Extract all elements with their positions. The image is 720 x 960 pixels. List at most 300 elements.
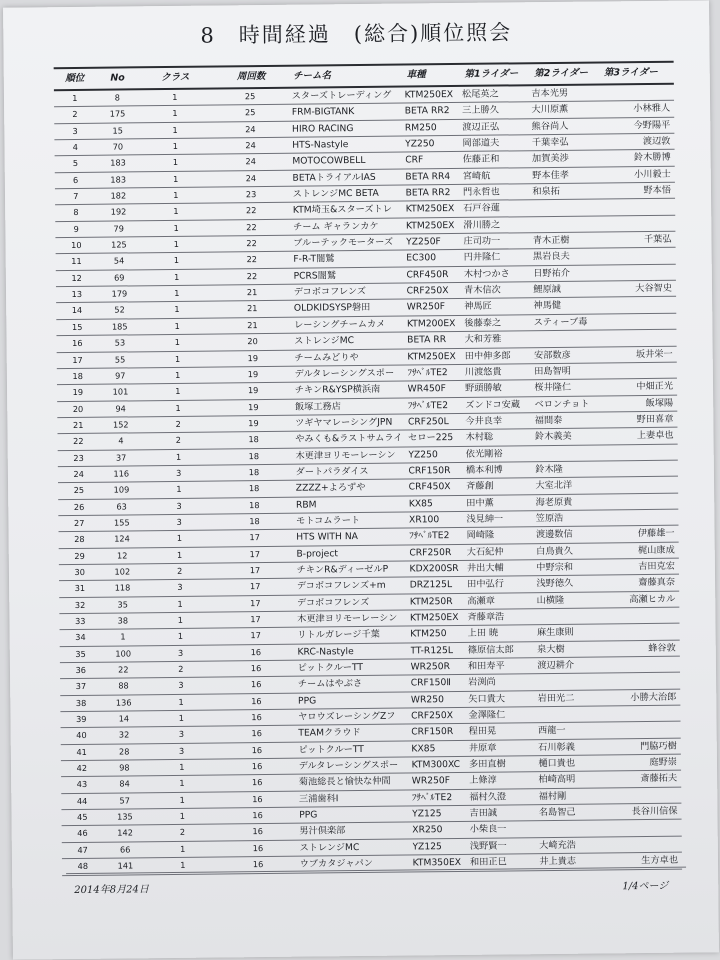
cell-rank: 37 [75,681,87,692]
cell-rider3: 上妻卓也 [636,429,674,442]
cell-rank: 27 [73,517,85,528]
cell-class: 1 [176,484,182,495]
cell-car: XR100 [408,514,440,526]
cell-rank: 23 [73,452,84,463]
cell-rider2 [532,200,601,216]
cell-class: 1 [172,157,179,168]
cell-rider1: 上田 暁 [467,627,499,640]
cell-team: モトコムラート [296,514,361,527]
cell-team: B-project [296,547,339,560]
cell-team: ダートパラダイス [295,465,369,478]
cell-rider1: 斉藤創 [466,480,494,493]
cell-rider3: 渡辺敦 [642,135,671,148]
cell-team: ストレンジMC [299,841,360,854]
cell-rank: 14 [71,305,83,316]
cell-rider1: 田中伸多郎 [464,349,511,362]
cell-rider3 [603,330,676,346]
cell-no: 22 [118,664,129,675]
cell-rider2: 神馬健 [533,300,562,312]
cell-team: KTM埼玉&スターズトレ [292,204,392,217]
cell-no: 12 [116,550,128,561]
cell-class: 1 [176,549,183,560]
cell-rider2: 黒岩良夫 [532,251,570,263]
cell-rider2: 麻生康則 [536,627,574,639]
cell-rider1: 渡辺正弘 [462,121,500,133]
cell-rider3: 蜂谷敦 [648,642,676,654]
cell-rider1: 田中薫 [466,497,494,509]
cell-laps: 16 [252,793,263,804]
cell-car: YZ125 [412,808,442,820]
cell-rider3 [606,608,679,624]
header-rider2: 第2ライダー [534,67,589,80]
cell-car: KX85 [411,742,436,755]
cell-no: 98 [119,762,130,773]
cell-laps: 23 [245,189,257,200]
cell-rider3: 斎藤拓夫 [640,773,678,785]
cell-team: HTS-Nastyle [292,139,349,151]
cell-car: YZ250F [406,236,441,248]
cell-rider2: 大室北洋 [535,480,573,492]
cell-class: 1 [172,108,178,119]
cell-rider2: 野本佳孝 [532,169,569,181]
cell-laps: 19 [247,368,259,380]
cell-team: ブルーテックモーターズ [293,236,394,249]
cell-rank: 38 [75,697,87,708]
cell-class: 1 [178,696,184,707]
cell-laps: 16 [251,712,262,723]
cell-rider2: 泉大樹 [537,643,565,655]
cell-team: デコボコフレンズ [293,286,367,298]
cell-class: 2 [179,827,186,838]
cell-class: 1 [179,794,185,805]
cell-rider3: 飯塚陽 [645,397,674,409]
cell-rider3: 小勝大治郎 [630,691,677,703]
cell-car: RM250 [404,121,437,134]
cell-laps: 25 [244,91,256,102]
cell-laps: 24 [245,140,256,151]
cell-rider2: 海老原貴 [535,496,573,508]
cell-rider3 [605,510,678,526]
cell-car: CRF250X [410,710,454,722]
cell-laps: 20 [247,336,258,347]
cell-car: CRF150R [411,726,454,738]
cell-no: 4 [118,435,124,446]
cell-no: 15 [112,125,123,136]
cell-rider3 [605,477,678,493]
cell-rider2: スティーブ毒 [533,316,588,328]
cell-team: デルタレーシングスポー [298,759,399,772]
cell-rider3 [607,657,680,673]
cell-laps: 18 [249,499,260,510]
cell-rider3: 大谷智史 [635,282,673,295]
header-rider3: 第3ライダー [603,66,658,79]
cell-car: KX85 [408,497,433,510]
cell-team: ストレンジMC BETA [292,187,379,200]
cell-rider2: 石川彰義 [538,741,575,753]
cell-rider1: 依光剛裕 [465,448,503,460]
cell-rider2: ベロンチョト [534,398,590,410]
cell-class: 1 [173,206,179,217]
cell-laps: 17 [249,532,260,543]
cell-class: 3 [177,647,184,658]
cell-laps: 16 [250,679,262,690]
cell-rider3: 高瀬ヒカル [629,593,676,605]
cell-team: チームはやぶさ [297,678,363,691]
cell-rider1: 岡部道夫 [462,137,500,149]
cell-rider1: 今井良幸 [465,415,503,427]
cell-class: 1 [172,173,179,184]
cell-laps: 16 [252,859,264,870]
cell-rider3: 吉田克宏 [638,560,675,573]
cell-rider1: 大石紀仲 [466,546,504,558]
cell-no: 32 [118,729,130,740]
cell-rider1: 吉田誠 [469,807,498,820]
cell-rider1: 佐藤正和 [462,153,500,166]
cell-rank: 6 [72,174,79,185]
cell-rank: 28 [74,534,85,545]
cell-team: BETAトライアルIAS [292,171,376,184]
cell-class: 2 [177,565,183,576]
cell-rider1: 木村つかさ [463,268,510,280]
cell-no: 38 [117,615,129,626]
cell-no: 136 [115,697,132,708]
cell-car: WR250R [410,661,450,673]
cell-rider1: 和田正巳 [469,856,507,869]
cell-car: WR250F [411,775,451,787]
cell-rider2: 笠原浩 [535,512,564,525]
cell-rider3: 長谷川信保 [631,805,678,818]
cell-class: 3 [178,680,184,691]
cell-car: KTM200EX [406,317,456,330]
cell-rank: 33 [74,615,86,627]
cell-rider3: 小川毅士 [634,168,671,180]
cell-laps: 17 [249,548,261,559]
cell-team: レーシングチームカメ [294,318,386,331]
cell-car: ﾌｻﾍﾞﾙTE2 [407,366,448,379]
cell-team: ヤロウズレーシングZフ [298,710,396,723]
cell-laps: 16 [251,728,262,739]
results-table [54,61,682,876]
cell-rider3: 伊藤雄一 [637,528,675,540]
cell-class: 1 [179,778,185,789]
cell-laps: 17 [249,565,261,576]
cell-rider1: 三上勝久 [462,104,499,117]
cell-car: BETA RR2 [404,105,450,117]
cell-class: 3 [176,516,182,527]
cell-rider1: 宮崎航 [462,170,491,182]
cell-rider1: 庄司功一 [463,235,501,248]
cell-rider2: 西龍一 [537,725,566,737]
cell-rank: 18 [72,370,83,381]
cell-rider1: 上條淳 [469,775,497,787]
cell-no: 54 [113,255,125,267]
cell-car: セロー225 [408,432,454,444]
cell-rider2: 安部数彦 [533,349,571,361]
cell-team: 木更津ヨリモーレーシン [295,449,396,462]
cell-car: KTM250EX [407,350,456,363]
cell-no: 55 [114,353,126,365]
cell-rider1: 円井隆仁 [463,251,501,264]
cell-laps: 16 [252,842,264,853]
cell-no: 14 [118,713,130,724]
cell-team: MOTOCOWBELL [292,155,366,168]
cell-rider1: 井出大輔 [466,562,504,574]
cell-rank: 20 [72,403,84,414]
cell-team: ピットクルーTT [297,662,364,674]
cell-rider2: 渡辺耕介 [537,659,575,672]
cell-no: 66 [119,844,131,855]
cell-rider1: ズンドコ安蔵 [465,398,521,411]
cell-team: HIRO RACING [291,122,354,135]
cell-class: 1 [180,843,186,854]
cell-class: 1 [177,614,183,625]
cell-class: 1 [176,533,183,544]
cell-rider1: 門永哲也 [462,186,500,198]
cell-rider2 [537,674,606,690]
cell-team: デコボコフレンズ+m [296,580,386,592]
cell-rider3 [607,722,680,738]
cell-no: 79 [113,223,124,234]
cell-rider2 [533,216,602,232]
cell-no: 28 [118,746,130,757]
cell-class: 3 [177,582,183,593]
cell-car: WR450F [407,383,446,395]
cell-car: YZ250 [405,138,435,150]
cell-car: ﾌｻﾍﾞﾙTE2 [409,530,450,542]
cell-car: KTM350EX [412,857,462,869]
cell-team: FRM-BIGTANK [291,106,355,119]
cell-no: 97 [115,370,126,381]
cell-no: 152 [112,419,129,430]
cell-car: CRF250R [409,546,452,559]
cell-rider3: 小林雅人 [633,103,671,115]
cell-class: 2 [175,435,182,446]
header-rank: 順位 [65,72,85,85]
cell-rank: 30 [74,566,85,577]
cell-class: 1 [173,189,179,201]
cell-rank: 15 [71,321,83,332]
cell-rank: 25 [73,485,85,496]
cell-laps: 18 [248,450,260,461]
cell-rider2: 柏崎高明 [538,774,576,786]
cell-rider2: 福間泰 [534,414,563,427]
cell-rider3: 今野陽平 [633,119,671,131]
cell-rider1: 和田寿平 [467,660,505,672]
cell-rider2: 千葉幸弘 [531,136,569,149]
cell-rider1: 岡崎隆 [466,529,495,542]
cell-rider2: 加賀美渉 [531,153,569,165]
cell-laps: 24 [245,123,256,134]
cell-rider2: 大崎充浩 [539,839,576,851]
cell-laps: 22 [246,270,258,281]
cell-no: 57 [119,795,130,806]
cell-rider1: 橋本利博 [465,464,503,476]
cell-laps: 22 [246,221,257,232]
cell-rider3 [602,199,675,215]
cell-team: デコボコフレンズ [296,596,370,609]
cell-rider2: 山横隆 [536,594,565,606]
cell-laps: 16 [251,777,263,788]
cell-class: 1 [174,320,180,331]
cell-rider2: 中野宗和 [536,561,574,574]
cell-class: 1 [174,271,180,282]
cell-rider2 [538,706,607,722]
cell-team: PPG [299,809,318,821]
cell-rider1: 青木信次 [463,284,501,297]
cell-class: 1 [172,91,178,102]
cell-team: KRC-Nastyle [297,645,354,658]
cell-rider3 [602,215,675,231]
cell-no: 94 [115,402,126,414]
cell-rank: 36 [75,664,87,676]
cell-car: WR250F [406,301,446,313]
cell-rider1: 小柴良一 [469,823,507,836]
cell-laps: 19 [247,385,259,396]
cell-rider1: 松尾英之 [461,88,499,100]
cell-rank: 5 [72,158,79,169]
results-sheet [3,0,719,959]
cell-rank: 2 [72,109,78,120]
cell-rider2 [537,608,606,624]
cell-rider1: 斉藤章浩 [467,611,505,623]
cell-rider3 [603,314,676,330]
cell-team: チキンR&YSP横浜南 [294,383,381,396]
cell-laps: 21 [247,319,258,330]
cell-rider3: 門脇巧樹 [639,740,677,752]
cell-no: 175 [109,108,126,119]
cell-rider3 [606,624,679,640]
cell-car: KTM300XC [411,759,461,771]
cell-laps: 17 [250,630,261,641]
cell-class: 1 [175,386,181,397]
cell-rank: 10 [71,240,82,251]
cell-laps: 21 [246,287,258,298]
cell-team: 木更津ヨリモーレーシン [297,612,398,625]
cell-rider1: 矢口貴大 [468,693,506,705]
cell-car: CRF250X [406,285,449,297]
cell-car: BETA RR2 [405,187,451,199]
cell-rider2: 浅野徳久 [536,578,574,590]
cell-rider2: 桜井隆仁 [534,381,572,394]
cell-rank: 3 [72,125,78,136]
header-team: チーム名 [292,70,332,82]
cell-rider3 [608,836,681,852]
cell-car: KTM250EX [405,219,455,232]
cell-no: 53 [114,337,126,348]
cell-rank: 32 [74,599,86,610]
cell-rank: 12 [71,272,82,283]
cell-laps: 22 [246,254,258,265]
cell-rank: 24 [73,468,84,479]
cell-rank: 44 [76,795,88,806]
cell-team: F-R-T闇鷲 [293,253,335,266]
cell-no: 116 [113,468,130,479]
cell-class: 1 [180,860,186,871]
cell-rider3: 生方卓也 [641,854,679,867]
cell-rank: 45 [77,812,88,823]
cell-rider1: 岩渕尚 [468,676,496,689]
cell-no: 155 [113,517,130,528]
cell-rider1: 滑川勝之 [463,219,501,231]
cell-rider2 [534,331,603,347]
cell-rank: 21 [72,419,84,430]
cell-class: 1 [172,140,178,151]
cell-rider2: 白鳥貴久 [536,545,573,557]
cell-rider2: 樋口貴也 [538,757,576,770]
cell-car: BETA RR4 [405,170,451,183]
cell-rider1: 木村聡 [465,431,494,444]
cell-car: DRZ125L [409,579,453,591]
cell-rider3: 齋藤真奈 [638,577,676,589]
cell-team: リトルガレージ千葉 [297,629,380,642]
cell-team: RBM [295,499,317,511]
cell-rider3 [602,264,675,280]
cell-team: スターズトレーディング [291,89,392,102]
cell-laps: 17 [250,597,261,608]
cell-laps: 19 [247,352,259,363]
cell-car: KTM250EX [404,89,454,101]
cell-rider1: 野頭勝敏 [465,382,502,395]
cell-class: 1 [177,631,184,642]
cell-no: 84 [119,778,130,789]
cell-laps: 24 [245,156,256,167]
cell-rider2: 福村剛 [538,790,567,802]
cell-rider2: 大川原薫 [531,104,569,116]
cell-car: ﾌｻﾍﾞﾙTE2 [407,399,449,412]
cell-class: 1 [179,810,185,822]
cell-team: OLDKIDSYSP磐田 [293,302,371,315]
cell-rider2: 日野祐介 [533,267,570,279]
footer-date: 2014年8月24日 [74,884,149,897]
page-title: 8 時間経過 (総合)順位照会 [200,20,513,48]
cell-rider3 [601,85,674,101]
cell-rank: 26 [73,501,85,512]
cell-car: KTM250EX [405,203,455,215]
cell-rank: 7 [73,191,79,202]
cell-rider2: 和泉拓 [532,185,560,198]
cell-class: 1 [174,288,180,299]
cell-rider1: 浅見紳一 [466,513,504,525]
cell-no: 101 [112,386,129,397]
cell-rider2 [539,821,608,837]
cell-class: 1 [173,222,179,233]
cell-no: 52 [114,304,125,316]
cell-car: CRF150R [408,464,451,477]
cell-rank: 17 [72,354,83,365]
cell-class: 2 [175,418,181,429]
cell-laps: 17 [249,581,261,592]
cell-class: 1 [173,238,179,250]
cell-laps: 17 [250,614,261,625]
cell-rider3: 坂井栄一 [635,348,673,360]
cell-class: 1 [179,761,185,773]
cell-rider3 [604,444,677,460]
cell-rank: 22 [73,436,84,447]
cell-team: 三浦歯科Ⅰ [298,793,339,805]
cell-rider1: 浅野賢一 [469,840,507,852]
cell-rider3 [608,820,681,836]
cell-rank: 43 [76,779,88,790]
cell-class: 3 [176,467,182,478]
cell-car: KTM250 [410,628,447,640]
cell-rider3: 野本悟 [643,184,672,197]
header-laps: 周回数 [236,70,266,83]
cell-laps: 16 [252,826,264,837]
cell-class: 1 [175,369,181,380]
cell-car: KTM250EX [409,611,459,624]
cell-laps: 21 [247,303,258,314]
cell-no: 179 [111,288,128,299]
